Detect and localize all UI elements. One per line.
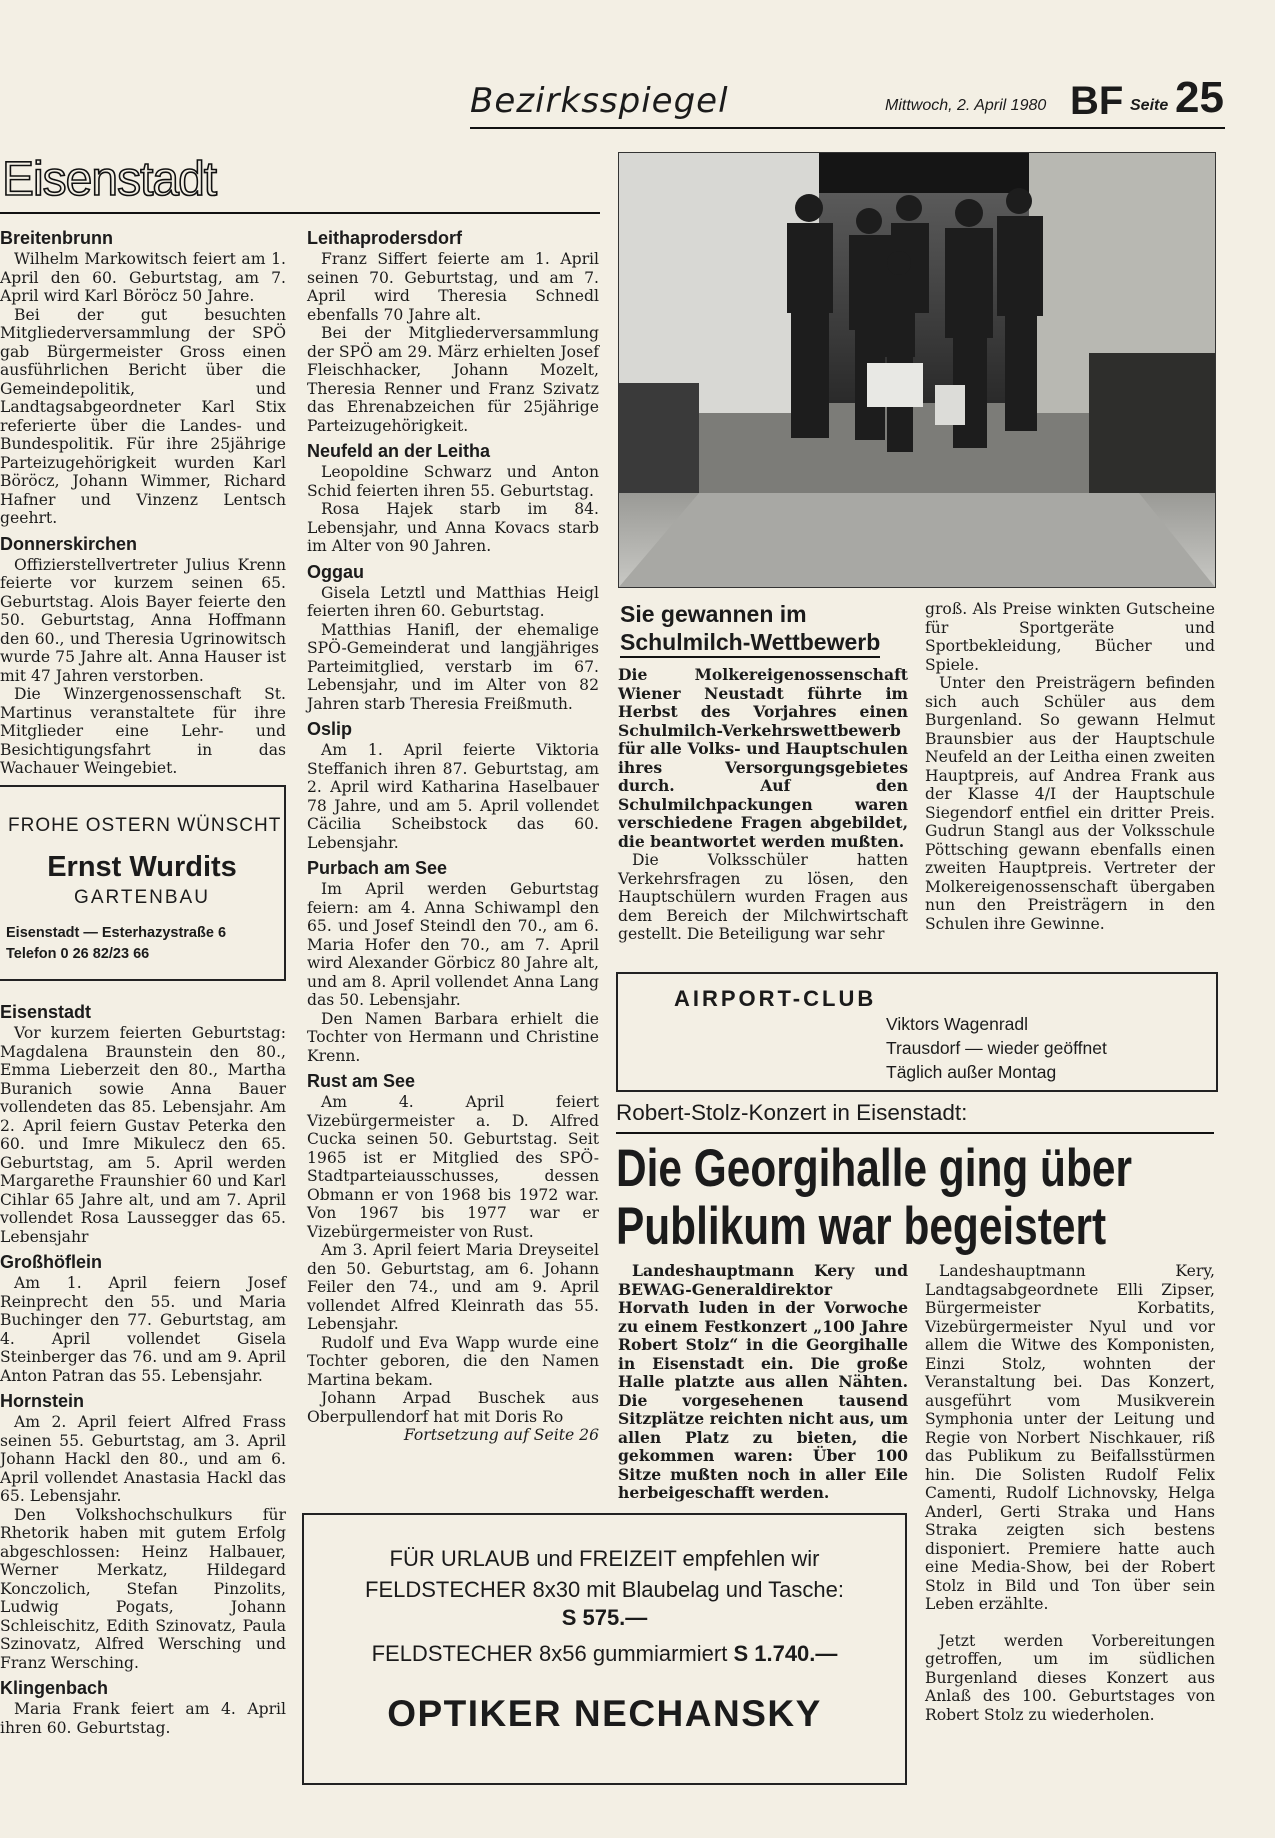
ad-line: Trausdorf — wieder geöffnet [886, 1038, 1107, 1058]
ad-line: FELDSTECHER 8x30 mit Blaubelag und Tasche: [365, 1577, 844, 1602]
ad-details [886, 1012, 1107, 1084]
stolz-headline-line1: Die Georgihalle ging über [616, 1139, 1132, 1198]
article-paragraph: Am 4. April feiert Vizebürgermeister a. D. Alfred Cucka seinen 50. Geburtstag. Seit 1965 ist er Mitglied des SPÖ-Stadtparteiausschusses, dessen Obmann er von 1968 bis 1972 war. Von 1967 bis 1977 war er Vizebürgermeister von Rust. [307, 1093, 599, 1241]
article-paragraph: Am 1. April feiern Josef Reinprecht den 55. und Maria Buchinger den 77. Geburtstag, am 4. April vollendet Gisela Steinberger das 76. und am 9. April Anton Patran das 55. Lebensjahr. [0, 1274, 286, 1385]
group-photo-image [619, 153, 1215, 587]
article-paragraph: Den Namen Barbara erhielt die Tochter von Hermann und Christine Krenn. [307, 1009, 599, 1065]
article-heading: Klingenbach [0, 1678, 109, 1698]
ad-price: S 575.— [561, 1605, 648, 1630]
article-paragraph: Rosa Hajek starb im 84. Lebensjahr, und Anna Kovacs starb im Alter von 90 Jahren. [307, 500, 599, 555]
ad-line: Viktors Wagenradl [886, 1014, 1029, 1034]
section-title: Eisenstadt [2, 153, 217, 206]
ad-price-2: S 1.740.— [733, 1641, 838, 1666]
article-paragraph: Die Winzergenossenschaft St. Martinus veranstaltete für ihre Mitglieder eine Lehr- und Besichtigungsfahrt in das Wachauer Weingebiet. [0, 685, 286, 777]
ad-line: FELDSTECHER 8x56 gummiarmiert [371, 1641, 734, 1666]
article-paragraph: Maria Frank feiert am 4. April ihren 60. Geburtstag. [0, 1700, 286, 1737]
article-paragraph: Bei der gut besuchten Mitgliederversammlung der SPÖ gab Bürgermeister Gross einen ausführlichen Bericht über die Gemeindepolitik, und Landtagsabgeordneter Karl Stix referierte über die Landes- und Bundespolitik. Für ihre 25jährige Parteizugehörigkeit wurden Karl Böröcz, Johann Wimmer, Richard Hafner und Vinzenz Lentsch geehrt. [0, 305, 286, 527]
page-label: Seite [1130, 97, 1169, 114]
article-heading: Donnerskirchen [0, 533, 138, 554]
ad-line-2 [304, 1641, 905, 1667]
ad-lines [304, 1543, 905, 1605]
ad-address: Eisenstadt — Esterhazystraße 6 [6, 925, 227, 941]
schulmilch-headline-line2: Schulmilch-Wettbewerb [620, 628, 880, 658]
ad-name: Ernst Wurdits [47, 851, 237, 883]
ad-title: AIRPORT-CLUB [674, 986, 877, 1011]
article-paragraph: Gisela Letztl und Matthias Heigl feierten ihren 60. Geburtstag. [307, 583, 599, 620]
schulmilch-lead: Die Molkereigenossenschaft Wiener Neustadt führte im Herbst des Vorjahres einen Schulmilch-Verkehrswettbewerb für alle Volks- und Hauptschulen ihres Versorgungsgebietes durch. Auf den Schulmilchpackungen waren verschiedene Fragen abgebildet, die beantwortet werden mußten. [618, 665, 908, 851]
ad-trade: GARTENBAU [74, 887, 210, 908]
article-heading: Neufeld an der Leitha [307, 441, 491, 461]
ad-shop-name: OPTIKER NECHANSKY [387, 1693, 822, 1734]
article-heading: Breitenbrunn [0, 228, 114, 248]
masthead [470, 75, 1225, 129]
article-heading: Leithaprodersdorf [307, 228, 463, 248]
stolz-headline [616, 1139, 1132, 1256]
article-paragraph: Rudolf und Eva Wapp wurde eine Tochter geboren, die den Namen Martina bekam. [307, 1333, 599, 1389]
article-paragraph: Bei der Mitgliederversammlung der SPÖ am 29. März erhielten Josef Fleischhacker, Johann Mozelt, Theresia Renner und Franz Szivatz das Ehrenabzeichen für 25jährige Parteizugehörigkeit. [307, 324, 599, 435]
ad-line: Täglich außer Montag [886, 1062, 1057, 1082]
article-paragraph: Am 3. April feiert Maria Dreyseitel den 50. Geburtstag, am 6. Johann Feiler den 74., und am 9. April vollendet Alfred Kleinrath das 55. Lebensjahr. [307, 1241, 599, 1333]
stolz-kicker: Robert-Stolz-Konzert in Eisenstadt: [616, 1100, 1214, 1134]
ad-airport-club [616, 972, 1218, 1092]
article-heading: Oggau [307, 561, 364, 582]
schulmilch-headline-line1: Sie gewannen im [620, 601, 807, 627]
stolz-lead: Landeshauptmann Kery und BEWAG-Generaldirektor Horvath luden in der Vorwoche zu einem Festkonzert „100 Jahre Robert Stolz“ in die Georgihalle in Eisenstadt ein. Die große Halle platzte aus allen Nähten. Die vorgesehenen tausend Sitzplätze reichten nicht aus, um allen Platz zu bieten, die gekommen waren: Über 100 Sitze mußten noch in aller Eile herbeigeschafft werden. [618, 1261, 909, 1502]
ad-greeting: FROHE OSTERN WÜNSCHT [8, 815, 282, 836]
article-heading: Purbach am See [307, 858, 448, 878]
newspaper-logo: BF [1070, 79, 1124, 123]
stolz-column-2 [925, 1262, 1215, 1742]
article-paragraph: Offizierstellvertreter Julius Krenn feierte vor kurzem seinen 65. Geburtstag. Alois Bayer feierte den 50. Geburtstag, Anna Hoffmann den 60., und Theresia Ugrinowitsch wurde 75 Jahre alt. Anna Hauser ist mit 47 Jahren verstorben. [0, 555, 286, 685]
issue-date: Mittwoch, 2. April 1980 [885, 97, 1047, 114]
article-heading: Großhöflein [0, 1252, 102, 1272]
ad-optiker [302, 1513, 907, 1785]
article-paragraph: Matthias Hanifl, der ehemalige SPÖ-Gemeinderat und langjähriges Parteimitglied, verstarb im 67. Lebensjahr, und im Alter von 82 Jahren starb Theresia Freißmuth. [307, 620, 599, 713]
ad-phone: Telefon 0 26 82/23 66 [6, 946, 150, 962]
article-heading: Oslip [307, 719, 353, 739]
article-paragraph: Leopoldine Schwarz und Anton Schid feierten ihren 55. Geburtstag. [307, 463, 599, 500]
column-1-bottom [0, 996, 286, 1786]
stolz-column-1 [618, 1261, 909, 1502]
article-paragraph: Johann Arpad Buschek aus Oberpullendorf hat mit Doris Ro [307, 1389, 599, 1426]
article-heading: Rust am See [307, 1071, 416, 1091]
article-paragraph: Am 1. April feierte Viktoria Steffanich ihren 87. Geburtstag, am 2. April wird Katharina Haselbauer 78 Jahre, und am 5. April vollendet Cäcilia Scheibstock das 60. Lebensjahr. [307, 741, 599, 852]
article-paragraph: Vor kurzem feierten Geburtstag: Magdalena Braunstein den 80., Emma Lieberzeit den 80., Martha Buranich sowie Anna Bauer vollendeten das 85. Lebensjahr. Am 2. April feiern Gustav Peterka den 60. und Imre Mikulecz den 65. Geburtstag, am 5. April werden Margarethe Fraunshier 60 und Karl Cihlar 65 Jahre alt, und am 7. April vollendet Rosa Laussegger das 65. Lebensjahr [0, 1024, 286, 1246]
ad-wurdits [0, 785, 286, 981]
schulmilch-column-2 [925, 600, 1215, 955]
page-number: 25 [1175, 73, 1224, 122]
article-paragraph: Franz Siffert feierte am 1. April seinen 70. Geburtstag, und am 7. April wird Theresia Schnedl ebenfalls 70 Jahre alt. [307, 250, 599, 324]
ad-line: FÜR URLAUB und FREIZEIT empfehlen wir [389, 1546, 820, 1571]
article-paragraph: groß. Als Preise winkten Gutscheine für Sportgeräte und Sportbekleidung, Bücher und Spiele. [925, 600, 1215, 674]
newspaper-section-title: Bezirksspiegel [470, 81, 729, 121]
article-heading: Hornstein [0, 1391, 85, 1411]
section-header [0, 152, 600, 214]
schulmilch-column-1 [618, 666, 908, 951]
article-paragraph: Im April werden Geburtstag feiern: am 4. Anna Schiwampl den 65. und Josef Steindl den 70., am 6. Maria Hofer den 70., am 7. April wird Alexander Görbicz 80 Jahre alt, und am 8. April vollendet Anna Lang das 50. Lebensjahr. [307, 880, 599, 1009]
continued-note: Fortsetzung auf Seite 26 [403, 1426, 599, 1444]
schulmilch-headline [620, 600, 920, 658]
article-paragraph: Wilhelm Markowitsch feiert am 1. April den 60. Geburtstag, am 7. April wird Karl Böröcz 50 Jahre. [0, 250, 286, 305]
article-heading: Eisenstadt [0, 1002, 92, 1022]
group-photo [618, 152, 1216, 588]
article-paragraph: Den Volkshochschulkurs für Rhetorik haben mit gutem Erfolg abgeschlossen: Heinz Halbauer, Werner Merkatz, Hildegard Konczolich, Stefan Pinzolits, Ludwig Pogats, Johann Schleischitz, Edith Szinovatz, Paula Szinovatz, Alfred Wersching und Franz Wersching. [0, 1505, 286, 1672]
column-1-top [0, 222, 286, 778]
article-paragraph: Am 2. April feiert Alfred Frass seinen 55. Geburtstag, am 3. April Johann Hackl den 80., und am 6. April vollendet Anastasia Hackl das 65. Lebensjahr. [0, 1413, 286, 1505]
article-paragraph: Unter den Preisträgern befinden sich auch Schüler aus dem Burgenland. So gewann Helmut Braunsbier aus der Hauptschule Neufeld an der Leitha einen zweiten Hauptpreis, auf Andrea Frank aus der Klasse 4/I der Hauptschule Siegendorf entfiel ein dritter Preis. Gudrun Stangl aus der Volksschule Pöttsching gewann ebenfalls einen zweiten Hauptpreis. Vertreter der Molkereigenossenschaft übergaben nun den Preisträgern in den Schulen ihre Gewinne. [925, 674, 1215, 933]
article-paragraph: Landeshauptmann Kery, Landtagsabgeordnete Elli Zipser, Bürgermeister Korbatits, Vizebürgermeister Nyul und vor allem die Witwe des Komponisten, Einzi Stolz, wohnten der Veranstaltung bei. Das Konzert, ausgeführt vom Musikverein Symphonia unter der Leitung und Regie von Norbert Nischkauer, riß das Publikum zu Beifallsstürmen hin. Die Solisten Rudolf Felix Camenti, Rudolf Lichnovsky, Helga Anderl, Gerti Straka und Hans Straka zeigten sich bestens disponiert. Premiere hatte auch eine Media-Show, bei der Robert Stolz in Bild und Ton über sein Leben erzählte. [925, 1262, 1215, 1613]
article-paragraph: Die Volksschüler hatten Verkehrsfragen zu lösen, den Hauptschülern wurden Fragen aus dem Bereich der Milchwirtschaft gestellt. Die Beteiligung war sehr [618, 851, 908, 943]
stolz-headline-line2: Publikum war begeistert [616, 1197, 1107, 1256]
article-paragraph: Jetzt werden Vorbereitungen getroffen, um im südlichen Burgenland dieses Konzert aus Anlaß des 100. Geburtstages von Robert Stolz zu wiederholen. [925, 1631, 1215, 1724]
